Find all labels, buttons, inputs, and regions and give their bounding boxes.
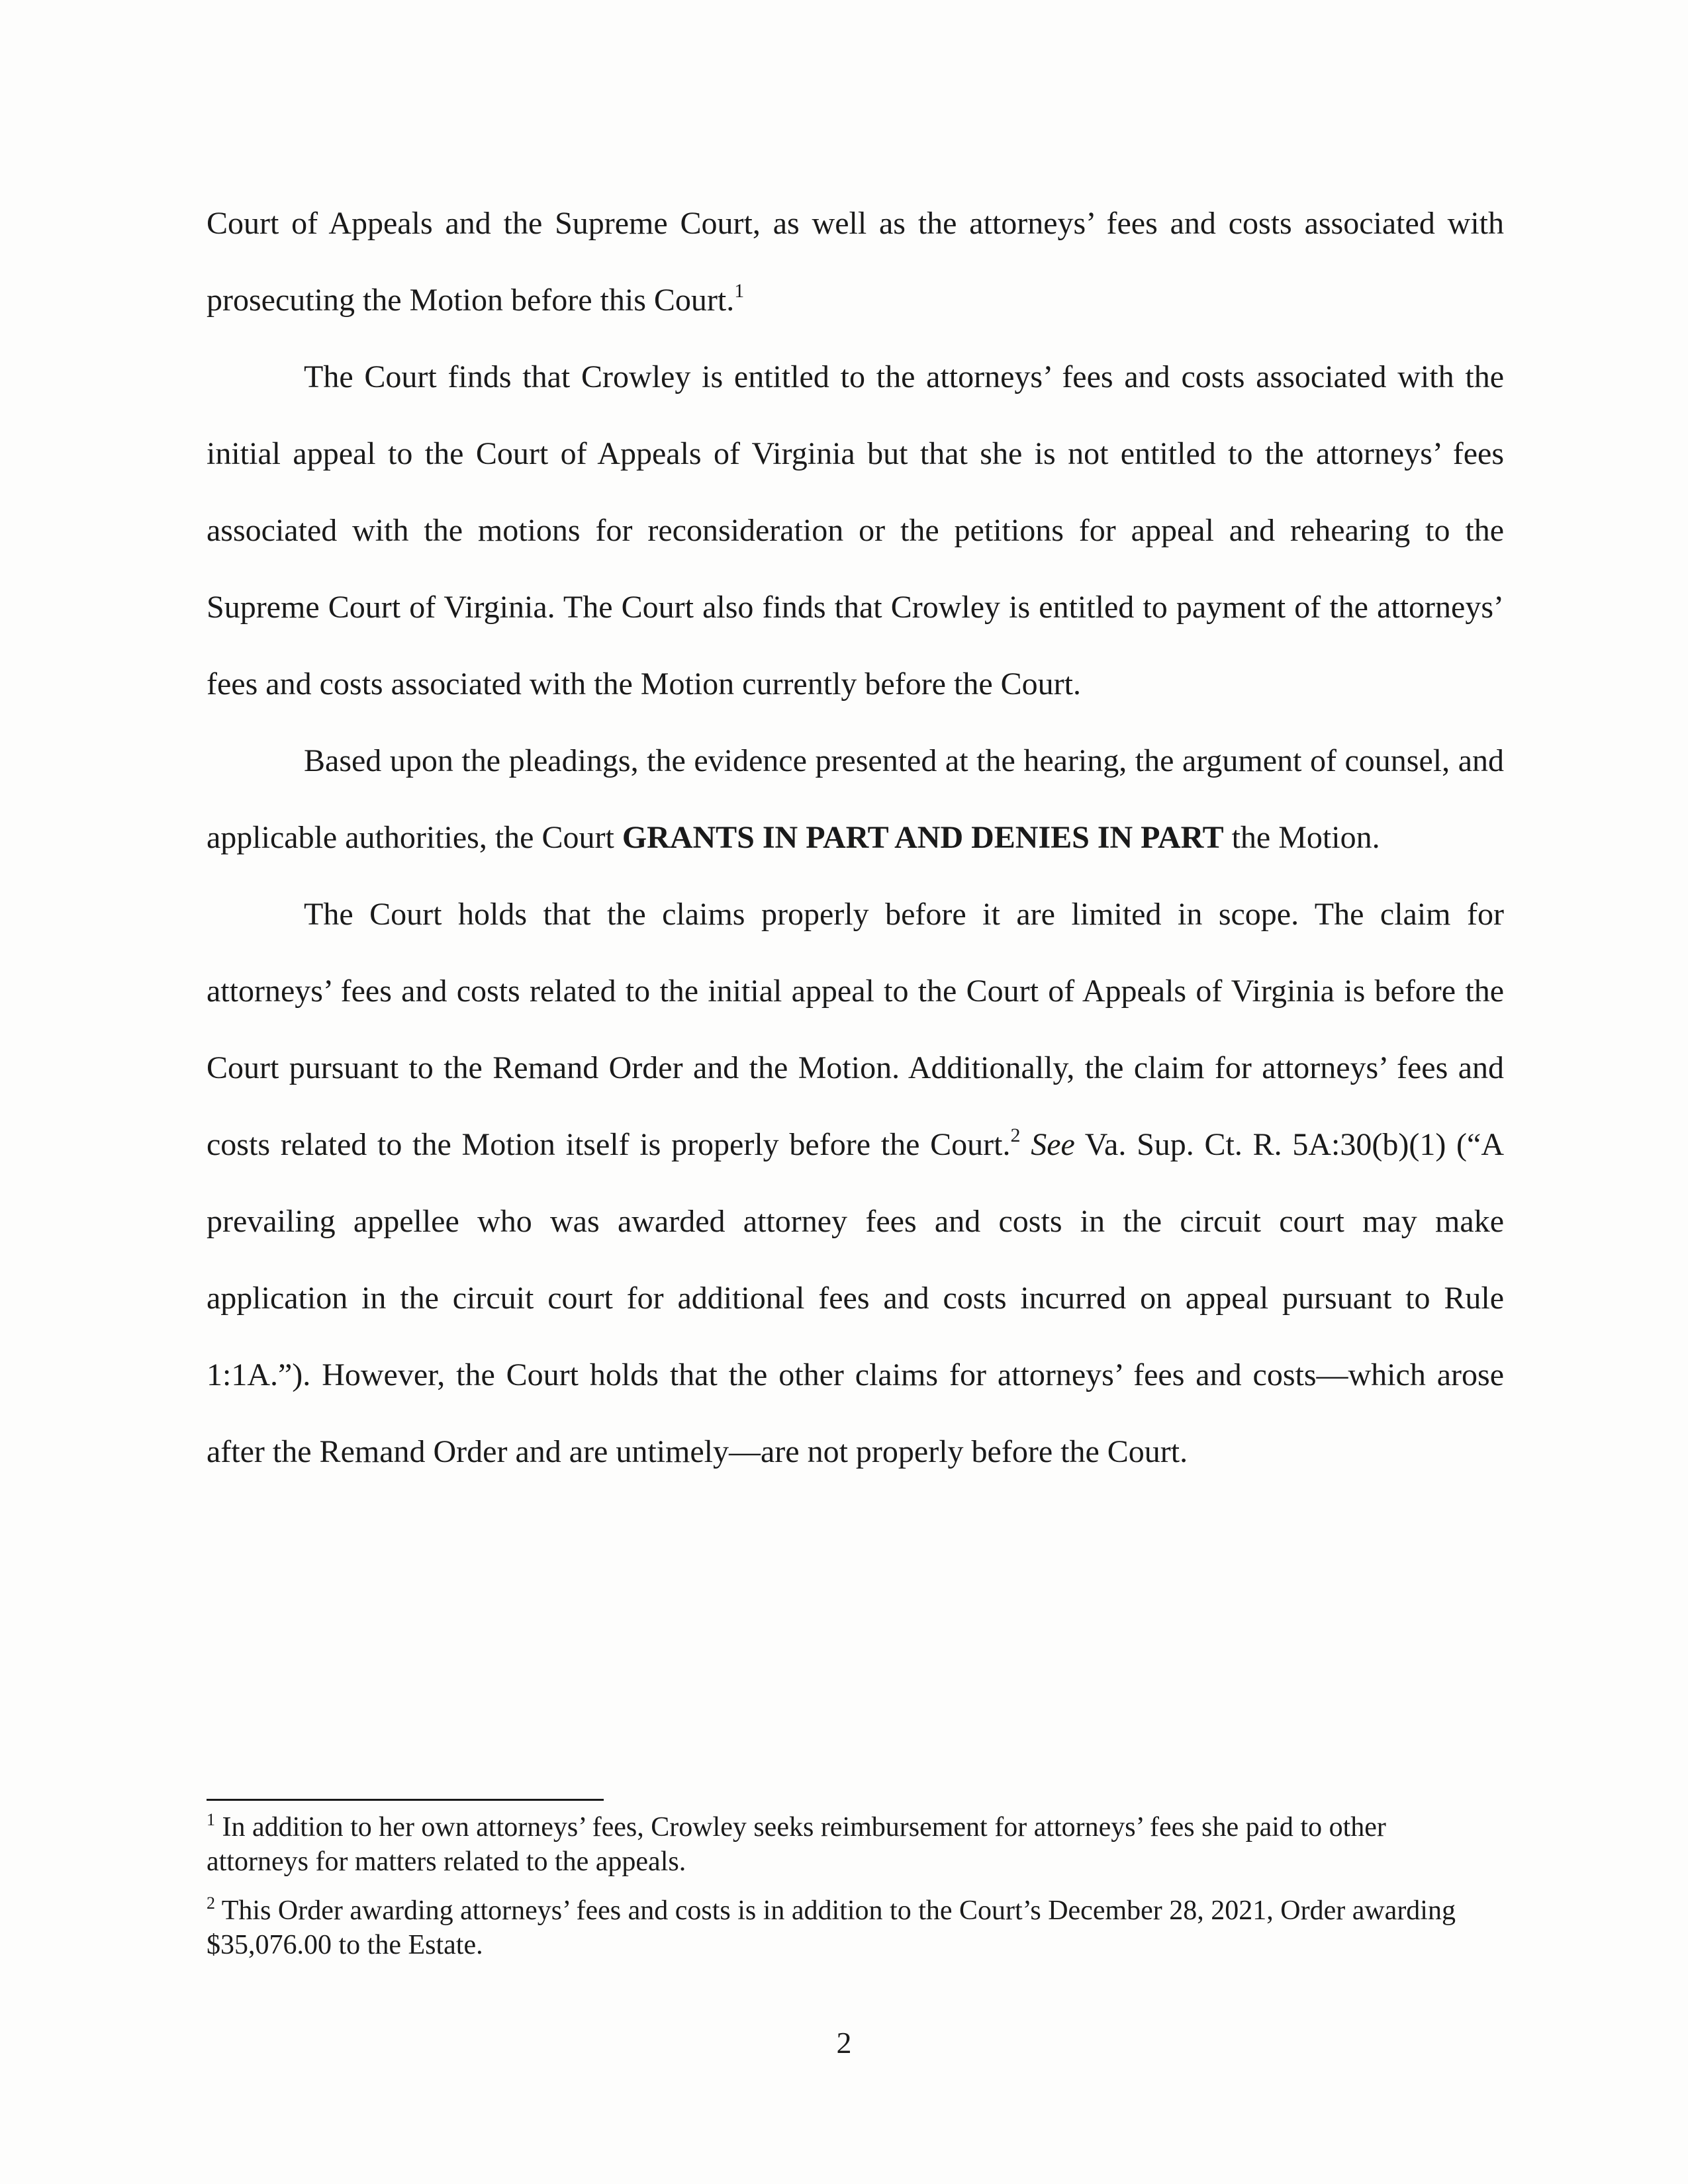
citation-signal: See [1031,1127,1075,1162]
body-text [207,185,1504,1490]
footnote-1 [207,1810,1477,1879]
paragraph-3 [207,723,1504,876]
footnotes [207,1810,1477,1977]
paragraph-3-text-end: the Motion. [1223,820,1380,855]
footnote-ref-2: 2 [1010,1124,1021,1146]
paragraph-1 [207,185,1504,339]
paragraph-2: The Court finds that Crowley is entitled to the attorneys’ fees and costs associated with the initial appeal to the Court of Appeals of Virginia but that she is not entitled to the attorneys’ fees associated with the motions for reconsideration or the petitions for appeal and rehearing to the Supreme Court of Virginia. The Court also finds that Crowley is entitled to payment of the attorneys’ fees and costs associated with the Motion currently before the Court. [207,359,1504,702]
paragraph-4-text: The Court holds that the claims properly before it are limited in scope. The claim for attorneys’ fees and costs related to the initial appeal to the Court of Appeals of Virginia is before the Court pursuant to the Remand Order and the Motion. Additionally, the claim for attorneys’ fees and costs related to the Motion itself is properly before the Court. [207,897,1504,1162]
footnote-separator [207,1799,604,1801]
ruling-bold-text: GRANTS IN PART AND DENIES IN PART [622,820,1224,855]
footnote-2-text: This Order awarding attorneys’ fees and costs is in addition to the Court’s December 28, 2021, Order awarding $35,076.00 to the Estate. [207,1895,1456,1960]
paragraph-4 [207,876,1504,1490]
footnote-1-text: In addition to her own attorneys’ fees, Crowley seeks reimbursement for attorneys’ fees she paid to other attorneys for matters related to the appeals. [207,1812,1386,1877]
page-number: 2 [836,2026,852,2060]
footnote-1-number: 1 [207,1810,215,1829]
paragraph-1-text: Court of Appeals and the Supreme Court, as well as the attorneys’ fees and costs associated with prosecuting the Motion before this Court. [207,206,1504,318]
paragraph-4-text-end: Va. Sup. Ct. R. 5A:30(b)(1) (“A prevailing appellee who was awarded attorney fees and costs in the circuit court may make application in the circuit court for additional fees and costs incurred on appeal pursuant to Rule 1:1A.”). However, the Court holds that the other claims for attorneys’ fees and costs—which arose after the Remand Order and are untimely—are not properly before the Court. [207,1127,1505,1469]
footnote-2 [207,1893,1477,1962]
paragraph-3-text: Based upon the pleadings, the evidence presented at the hearing, the argument of counsel, and applicable authorities, the Court [207,743,1504,855]
footnote-2-number: 2 [207,1893,215,1913]
footnote-ref-1: 1 [734,280,745,302]
